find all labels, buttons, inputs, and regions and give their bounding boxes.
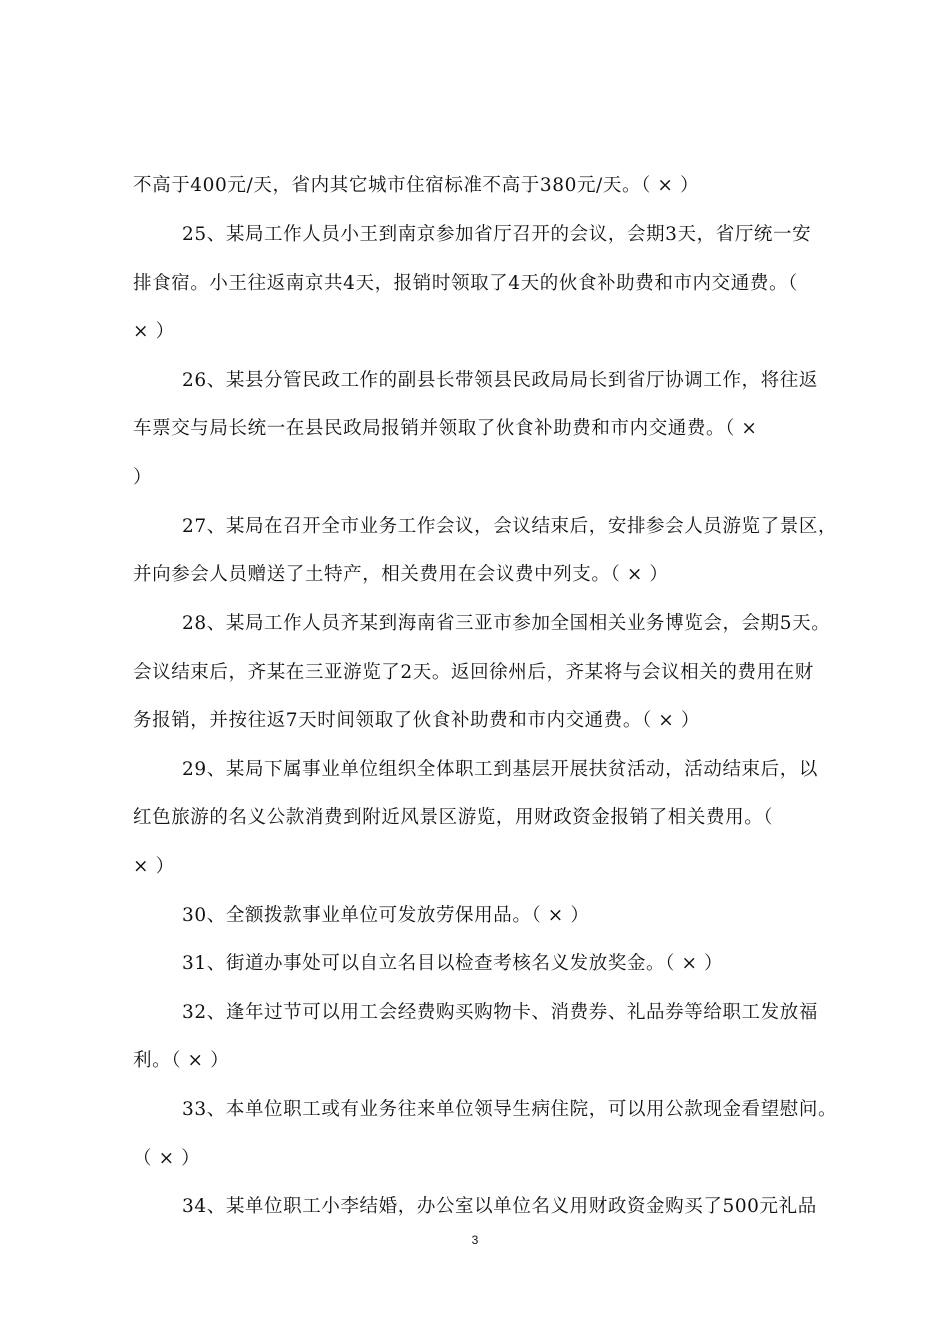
text-line: 会议结束后，齐某在三亚游览了2天。返回徐州后，齐某将与会议相关的费用在财 <box>133 662 814 683</box>
text-line: 车票交与局长统一在县民政局报销并领取了伙食补助费和市内交通费。（ × <box>133 418 758 439</box>
text-line: 34、某单位职工小李结婚，办公室以单位名义用财政资金购买了500元礼品 <box>182 1196 817 1217</box>
text-line: 31、街道办事处可以自立名目以检查考核名义发放奖金。（ × ） <box>182 953 724 974</box>
text-line: 排食宿。小王往返南京共4天，报销时领取了4天的伙食补助费和市内交通费。（ <box>133 273 798 294</box>
page-number: 3 <box>471 1233 479 1247</box>
text-line: 25、某局工作人员小王到南京参加省厅召开的会议，会期3天，省厅统一安 <box>182 224 812 245</box>
text-line: 红色旅游的名义公款消费到附近风景区游览，用财政资金报销了相关费用。（ <box>133 807 774 828</box>
text-line: 并向参会人员赠送了土特产，相关费用在会议费中列支。（ × ） <box>133 564 669 585</box>
text-line: 27、某局在召开全市业务工作会议，会议结束后，安排参会人员游览了景区， <box>182 516 838 537</box>
text-line: × ） <box>133 856 175 877</box>
text-line: （ × ） <box>133 1148 201 1169</box>
text-line: 务报销，并按往返7天时间领取了伙食补助费和市内交通费。（ × ） <box>133 710 700 731</box>
text-line: 33、本单位职工或有业务往来单位领导生病住院，可以用公款现金看望慰问。 <box>182 1099 838 1120</box>
text-line: 32、逢年过节可以用工会经费购买购物卡、消费券、礼品券等给职工发放福 <box>182 1002 818 1023</box>
text-line: 29、某局下属事业单位组织全体职工到基层开展扶贫活动，活动结束后，以 <box>182 759 818 780</box>
text-line: 30、全额拨款事业单位可发放劳保用品。（ × ） <box>182 905 590 926</box>
text-line: × ） <box>133 321 175 342</box>
text-line: 26、某县分管民政工作的副县长带领县民政局局长到省厅协调工作，将往返 <box>182 370 818 391</box>
text-line: 28、某局工作人员齐某到海南省三亚市参加全国相关业务博览会，会期5天。 <box>182 613 831 634</box>
text-line: 不高于400元/天，省内其它城市住宿标准不高于380元/天。（ × ） <box>133 175 700 196</box>
text-line: ） <box>133 467 153 488</box>
text-line: 利。（ × ） <box>133 1050 230 1071</box>
